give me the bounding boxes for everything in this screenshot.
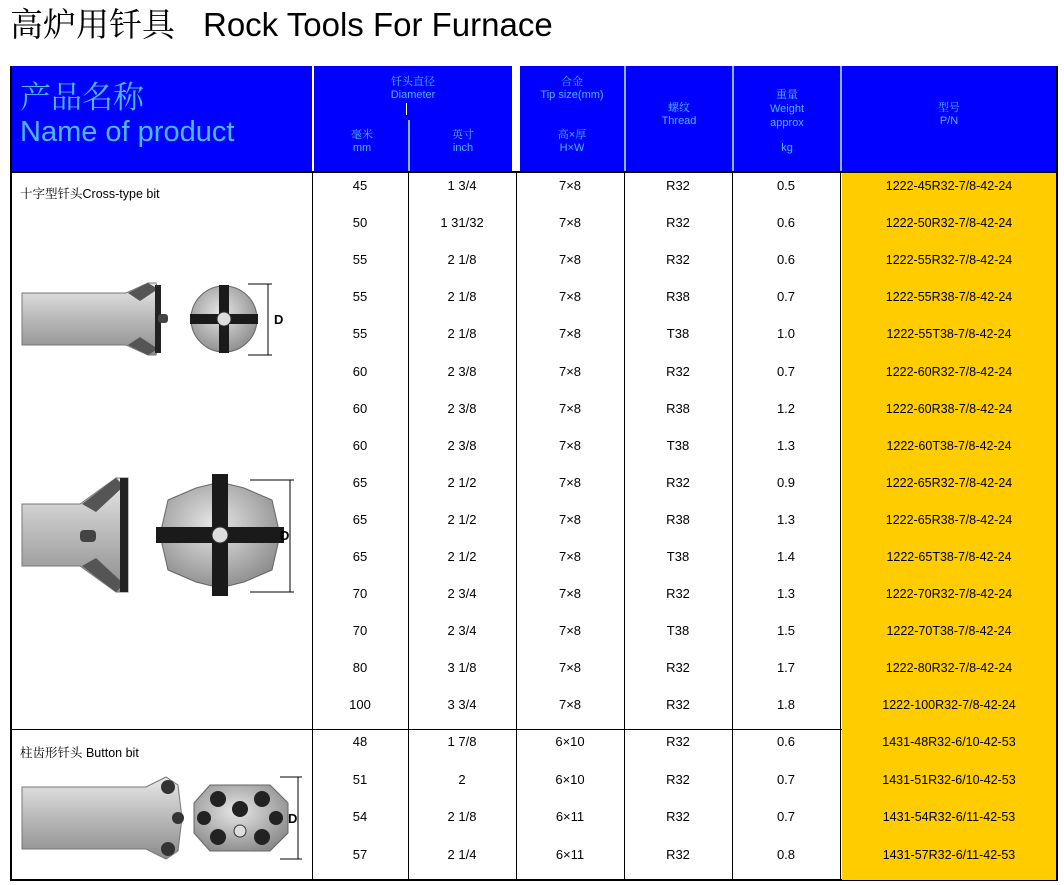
cell-weight: 0.5 (776, 178, 796, 193)
header-diameter-tick (406, 103, 407, 115)
cell-tip: 7×8 (558, 178, 582, 193)
cell-tip: 7×8 (558, 326, 582, 342)
cell-mm: 54 (352, 809, 368, 824)
cell-part-number: 1222-55T38-7/8-42-24 (842, 321, 1056, 359)
header-tip-en: Tip size(mm) (540, 89, 604, 101)
header-pn (842, 66, 1056, 171)
cell-mm: 65 (352, 474, 368, 490)
product-label-button-bit: 柱齿形钎头 Button bit (20, 746, 139, 760)
table-row (12, 396, 1056, 433)
cell-weight: 0.6 (776, 252, 796, 268)
header-weight-approx: approx (770, 117, 804, 129)
cell-inch: 2 3/4 (447, 586, 477, 602)
table-row (12, 729, 1056, 766)
cell-tip: 6×11 (555, 846, 585, 862)
cell-weight: 1.8 (776, 697, 796, 713)
cell-thread: R32 (666, 660, 690, 676)
page-title (10, 2, 553, 48)
header-diameter-zh: 钎头直径 (391, 76, 435, 88)
cell-mm: 65 (352, 549, 368, 564)
cell-mm: 60 (352, 437, 368, 453)
cell-mm: 65 (352, 511, 368, 527)
cell-part-number: 1222-45R32-7/8-42-24 (842, 173, 1056, 211)
table-row (12, 433, 1056, 470)
cell-tip: 7×8 (558, 697, 582, 713)
cell-mm: 70 (352, 586, 368, 602)
header-pn-zh: 型号 (938, 102, 960, 114)
cell-tip: 7×8 (558, 549, 582, 564)
cell-inch: 1 3/4 (447, 178, 477, 193)
cell-inch: 2 3/8 (447, 363, 477, 379)
header-tip-sub-en: H×W (559, 142, 585, 154)
cell-part-number: 1431-48R32-6/10-42-53 (842, 729, 1056, 767)
cell-inch: 3 3/4 (447, 697, 477, 713)
header-inch-zh: 英寸 (452, 129, 474, 141)
cell-weight: 1.7 (776, 660, 796, 676)
cell-weight: 1.3 (776, 586, 796, 602)
cell-part-number: 1222-70R32-7/8-42-24 (842, 581, 1056, 619)
table-row (12, 618, 1056, 655)
header-thread-zh: 螺纹 (668, 102, 690, 114)
header-mm-inch-divider (408, 120, 410, 171)
cell-thread: R32 (666, 215, 690, 231)
header-diameter (314, 66, 512, 171)
cell-thread: R32 (666, 846, 690, 862)
cell-tip: 7×8 (558, 437, 582, 453)
cell-thread: T38 (666, 437, 690, 453)
cell-thread: R32 (666, 252, 690, 268)
header-tip-size (520, 66, 624, 171)
cell-thread: R32 (666, 809, 690, 824)
cell-inch: 2 3/8 (447, 437, 477, 453)
cell-part-number: 1222-55R38-7/8-42-24 (842, 284, 1056, 322)
cell-tip: 6×11 (555, 809, 585, 824)
cell-mm: 100 (349, 697, 371, 713)
cell-mm: 48 (352, 734, 368, 749)
cell-part-number: 1431-51R32-6/10-42-53 (842, 767, 1056, 805)
table-row (12, 284, 1056, 321)
cell-weight: 0.8 (776, 846, 796, 862)
cell-part-number: 1222-65R38-7/8-42-24 (842, 507, 1056, 545)
table-row (12, 581, 1056, 618)
header-name-zh: 产品名称 (20, 80, 144, 116)
cell-tip: 7×8 (558, 623, 582, 639)
header-tip-sub-zh: 高×厚 (557, 129, 587, 141)
cell-part-number: 1222-60R38-7/8-42-24 (842, 396, 1056, 434)
header-inch-en: inch (452, 142, 474, 154)
cell-tip: 7×8 (558, 215, 582, 231)
cell-mm: 70 (352, 623, 368, 639)
diameter-marker-label: D (288, 811, 298, 826)
cell-inch: 2 1/8 (447, 326, 477, 342)
table-row (12, 842, 1056, 879)
table-row (12, 544, 1056, 581)
table-row (12, 359, 1056, 396)
header-mm-zh: 毫米 (351, 129, 373, 141)
cell-weight: 0.7 (776, 771, 796, 787)
cell-weight: 0.9 (776, 474, 796, 490)
header-weight (734, 66, 840, 171)
cell-thread: R32 (666, 178, 690, 193)
cell-mm: 80 (352, 660, 368, 676)
cell-weight: 0.7 (776, 289, 796, 305)
cell-thread: R32 (666, 363, 690, 379)
table-row (12, 173, 1056, 210)
cell-tip: 7×8 (558, 363, 582, 379)
cell-weight: 1.5 (776, 623, 796, 639)
cell-inch: 2 1/8 (447, 289, 477, 305)
cell-thread: R32 (666, 586, 690, 602)
cell-weight: 1.0 (776, 326, 796, 342)
page-title-zh: 高炉用钎具 (10, 5, 175, 44)
cell-part-number: 1431-57R32-6/11-42-53 (842, 842, 1056, 880)
cell-thread: T38 (666, 549, 690, 564)
cell-part-number: 1222-50R32-7/8-42-24 (842, 210, 1056, 248)
cell-tip: 7×8 (558, 252, 582, 268)
cell-inch: 2 1/2 (447, 474, 477, 490)
cell-inch: 1 7/8 (447, 734, 477, 749)
cell-part-number: 1431-54R32-6/11-42-53 (842, 804, 1056, 842)
header-weight-unit: kg (781, 142, 793, 154)
header-thread (626, 66, 732, 171)
cell-inch: 2 1/2 (447, 511, 477, 527)
cell-mm: 55 (352, 289, 368, 305)
cell-mm: 55 (352, 326, 368, 342)
header-weight-zh: 重量 (776, 89, 798, 101)
product-label-cross-bit: 十字型钎头Cross-type bit (20, 187, 160, 201)
cell-thread: R32 (666, 734, 690, 749)
cell-mm: 60 (352, 400, 368, 416)
cell-tip: 6×10 (555, 734, 585, 749)
table-row (12, 692, 1056, 729)
cell-mm: 57 (352, 846, 368, 862)
cell-part-number: 1222-60T38-7/8-42-24 (842, 433, 1056, 471)
cell-thread: R32 (666, 771, 690, 787)
header-name-en: Name of product (20, 116, 235, 148)
cell-tip: 7×8 (558, 660, 582, 676)
cell-tip: 7×8 (558, 289, 582, 305)
cell-tip: 7×8 (558, 586, 582, 602)
cell-thread: R38 (666, 400, 690, 416)
table-row (12, 655, 1056, 692)
header-weight-en: Weight (769, 103, 805, 115)
cell-tip: 6×10 (555, 771, 585, 787)
table-row (12, 247, 1056, 284)
cell-inch: 1 31/32 (440, 215, 484, 231)
product-table (10, 66, 1058, 881)
cell-weight: 0.6 (776, 734, 796, 749)
cell-part-number: 1222-60R32-7/8-42-24 (842, 359, 1056, 397)
cell-inch: 2 1/4 (447, 846, 477, 862)
cell-thread: R32 (666, 474, 690, 490)
cell-weight: 1.3 (776, 437, 796, 453)
cell-inch: 2 3/4 (447, 623, 477, 639)
cell-thread: R38 (666, 289, 690, 305)
cell-mm: 51 (352, 771, 368, 787)
header-mm-en: mm (352, 142, 372, 154)
cell-weight: 1.3 (776, 511, 796, 527)
table-row (12, 321, 1056, 358)
header-tip-zh: 合金 (561, 76, 583, 88)
table-row (12, 507, 1056, 544)
cell-mm: 50 (352, 215, 368, 231)
header-name-of-product (12, 66, 312, 171)
cell-weight: 1.2 (776, 400, 796, 416)
cell-thread: R38 (666, 511, 690, 527)
diameter-marker-label: D (280, 528, 290, 543)
table-row (12, 767, 1056, 804)
diameter-marker-label: D (274, 312, 284, 327)
cell-inch: 3 1/8 (447, 660, 477, 676)
cell-mm: 60 (352, 363, 368, 379)
cell-part-number: 1222-65T38-7/8-42-24 (842, 544, 1056, 582)
cell-part-number: 1222-80R32-7/8-42-24 (842, 655, 1056, 693)
cell-tip: 7×8 (558, 400, 582, 416)
cell-weight: 1.4 (776, 549, 796, 564)
cell-weight: 0.6 (776, 215, 796, 231)
header-pn-en: P/N (939, 115, 959, 127)
cell-inch: 2 1/8 (447, 809, 477, 824)
cell-mm: 45 (352, 178, 368, 193)
cell-part-number: 1222-65R32-7/8-42-24 (842, 470, 1056, 508)
cell-part-number: 1222-100R32-7/8-42-24 (842, 692, 1056, 730)
cell-mm: 55 (352, 252, 368, 268)
table-row (12, 804, 1056, 841)
cell-thread: R32 (666, 697, 690, 713)
header-diameter-en: Diameter (390, 89, 436, 101)
table-row (12, 210, 1056, 247)
cell-tip: 7×8 (558, 474, 582, 490)
cell-inch: 2 3/8 (447, 400, 477, 416)
cell-inch: 2 1/2 (447, 549, 477, 564)
cell-tip: 7×8 (558, 511, 582, 527)
cell-part-number: 1222-55R32-7/8-42-24 (842, 247, 1056, 285)
cell-thread: T38 (666, 623, 690, 639)
header-thread-en: Thread (661, 115, 697, 127)
header-separator (512, 66, 514, 171)
cell-weight: 0.7 (776, 363, 796, 379)
table-row (12, 470, 1056, 507)
page-title-en: Rock Tools For Furnace (203, 6, 553, 43)
cell-weight: 0.7 (776, 809, 796, 824)
cell-inch: 2 1/8 (447, 252, 477, 268)
cell-thread: T38 (666, 326, 690, 342)
cell-inch: 2 (458, 771, 466, 787)
cell-part-number: 1222-70T38-7/8-42-24 (842, 618, 1056, 656)
